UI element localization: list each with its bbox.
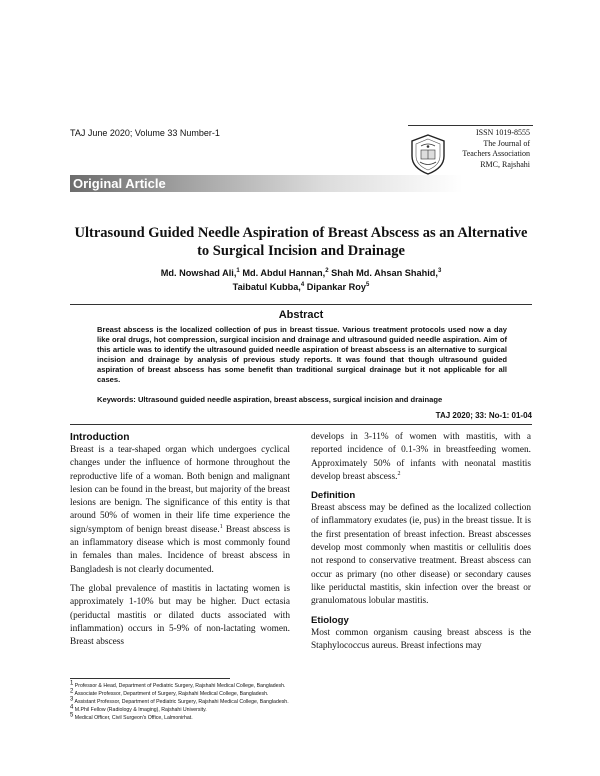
keywords-label: Keywords:: [97, 395, 136, 404]
author-list: [70, 266, 532, 294]
footnote-marker: 2: [70, 688, 74, 695]
author-affiliation-marker: 4: [300, 281, 305, 288]
author-affiliation-marker: 5: [366, 281, 370, 288]
author-affiliation-marker: 3: [437, 267, 442, 274]
footnote: [70, 682, 370, 690]
issn-line: Teachers Association: [462, 149, 530, 158]
body-paragraph: Breast abscess may be defined as the localized collection of inflammatory exudates (ie, pus) in the breast tissue. It is the first presentation of breast infection. Breast abscesses develop most commonly when mastitis or cellulitis does not respond to conservative treatment. Breast abscess can occur as primary (no other disease) or secondary causes like periductal mastitis, skin infection over the breast or granulomatous lobular mastitis.: [311, 503, 531, 607]
footnote-marker: 3: [70, 696, 74, 703]
footnote-text: Medical Officer, Civil Surgeon's Office, Lalmonirhat.: [74, 715, 193, 721]
left-column: [70, 431, 290, 649]
body-paragraph: Most common organism causing breast abscess is the Staphylococcus aureus. Breast infections may: [311, 627, 531, 651]
abstract-body: Breast abscess is the localized collection of pus in breast tissue. Various treatment protocols used now a day like oral drugs, hot compression, surgical incision and drainage and ultrasound guided needle aspiration. Aim of this article was to identify the ultrasound guided needle aspiration of breast abscess is an alternative to surgical incision and drainage by analysis of previous study reports. It was found that though ultrasound guided aspiration of breast abscess has some benefit than traditional surgical drainage but it not applicable for all cases.: [97, 325, 507, 384]
issn-line: The Journal of: [483, 138, 530, 148]
citation-line: TAJ 2020; 33: No-1: 01-04: [435, 411, 532, 420]
footnote: [70, 690, 370, 698]
author-name: Md. Abdul Hannan,: [242, 268, 326, 278]
introduction-heading: Introduction: [70, 432, 130, 443]
footnote: [70, 714, 370, 722]
footnote-text: Associate Professor, Department of Surgery, Rajshahi Medical College, Bangladesh.: [74, 691, 269, 697]
reference-marker: 1: [219, 523, 223, 530]
author-name: Dipankar Roy: [306, 282, 367, 292]
footnote: [70, 706, 370, 714]
issn-line: RMC, Rajshahi: [480, 159, 530, 169]
body-paragraph: [311, 431, 531, 484]
paragraph-text: Breast abscess is an inflammatory disease which is most commonly found in females than males. Incidence of breast abscess in Bangladesh is not clearly documented.: [70, 524, 291, 575]
keywords-text: Ultrasound guided needle aspiration, breast abscess, surgical incision and drainage: [137, 395, 443, 404]
footnote-rule: [70, 678, 230, 679]
footnote-marker: 5: [70, 712, 74, 719]
abstract-bottom-rule: [70, 424, 532, 425]
header-rule: [408, 125, 533, 126]
footnote: [70, 698, 370, 706]
abstract-top-rule: [70, 304, 532, 305]
issn-block: [454, 128, 530, 170]
author-name: Shah Md. Ahsan Shahid,: [331, 268, 438, 278]
author-affiliation-marker: 1: [236, 267, 240, 274]
etiology-heading: Etiology: [311, 614, 349, 626]
abstract-heading: Abstract: [278, 309, 324, 321]
author-affiliation-marker: 2: [325, 267, 329, 274]
author-name: Md. Nowshad Ali,: [160, 268, 237, 278]
footnote-marker: 1: [70, 680, 74, 687]
body-paragraph: [70, 444, 290, 577]
journal-issue-line: TAJ June 2020; Volume 33 Number-1: [70, 128, 220, 138]
right-column: [311, 431, 531, 653]
footnotes: [70, 682, 370, 722]
footnote-text: Professor & Head, Department of Pediatric Surgery, Rajshahi Medical College, Bangladesh.: [74, 683, 286, 689]
issn-line: ISSN 1019-8555: [475, 128, 530, 137]
paragraph-text: Breast is a tear-shaped organ which undergoes cyclical changes under the influence of hormone throughout the reproductive life of a woman. Both benign and malignant lesion can be found in the breast, but majority of the breast lesions are benign. The significance of this entity is that around 50% of women in their life time experience the sign/symptom of benign breast disease.: [70, 445, 290, 535]
author-name: Taibatul Kubba,: [232, 282, 301, 292]
section-label: Original Article: [73, 176, 166, 191]
footnote-marker: 4: [70, 704, 74, 711]
paragraph-text: develops in 3-11% of women with mastitis, with a reported incidence of 0.1-3% in breastfeeding women. Approximately 50% of infants with neonatal mastitis develop breast abscess.: [311, 432, 531, 482]
article-title: Ultrasound Guided Needle Aspiration of Breast Abscess as an Alternative to Surgical Incision and Drainage: [74, 225, 528, 259]
association-crest-icon: [406, 132, 450, 176]
reference-marker: 2: [397, 470, 401, 477]
body-paragraph: The global prevalence of mastitis in lactating women is approximately 1-10% but may be higher. Duct ectasia (periductal mastitis or dilated ducts associated with inflammation) occurs in 5-9% of non-lactating women. Breast abscess: [70, 583, 290, 648]
footnote-text: M.Phil Fellow (Radiology & Imaging), Rajshahi University.: [74, 707, 207, 713]
keywords-line: [97, 395, 517, 405]
footnote-text: Assistant Professor, Department of Pediatric Surgery, Rajshahi Medical College, Bangladesh.: [74, 699, 289, 705]
definition-heading: Definition: [311, 490, 356, 502]
